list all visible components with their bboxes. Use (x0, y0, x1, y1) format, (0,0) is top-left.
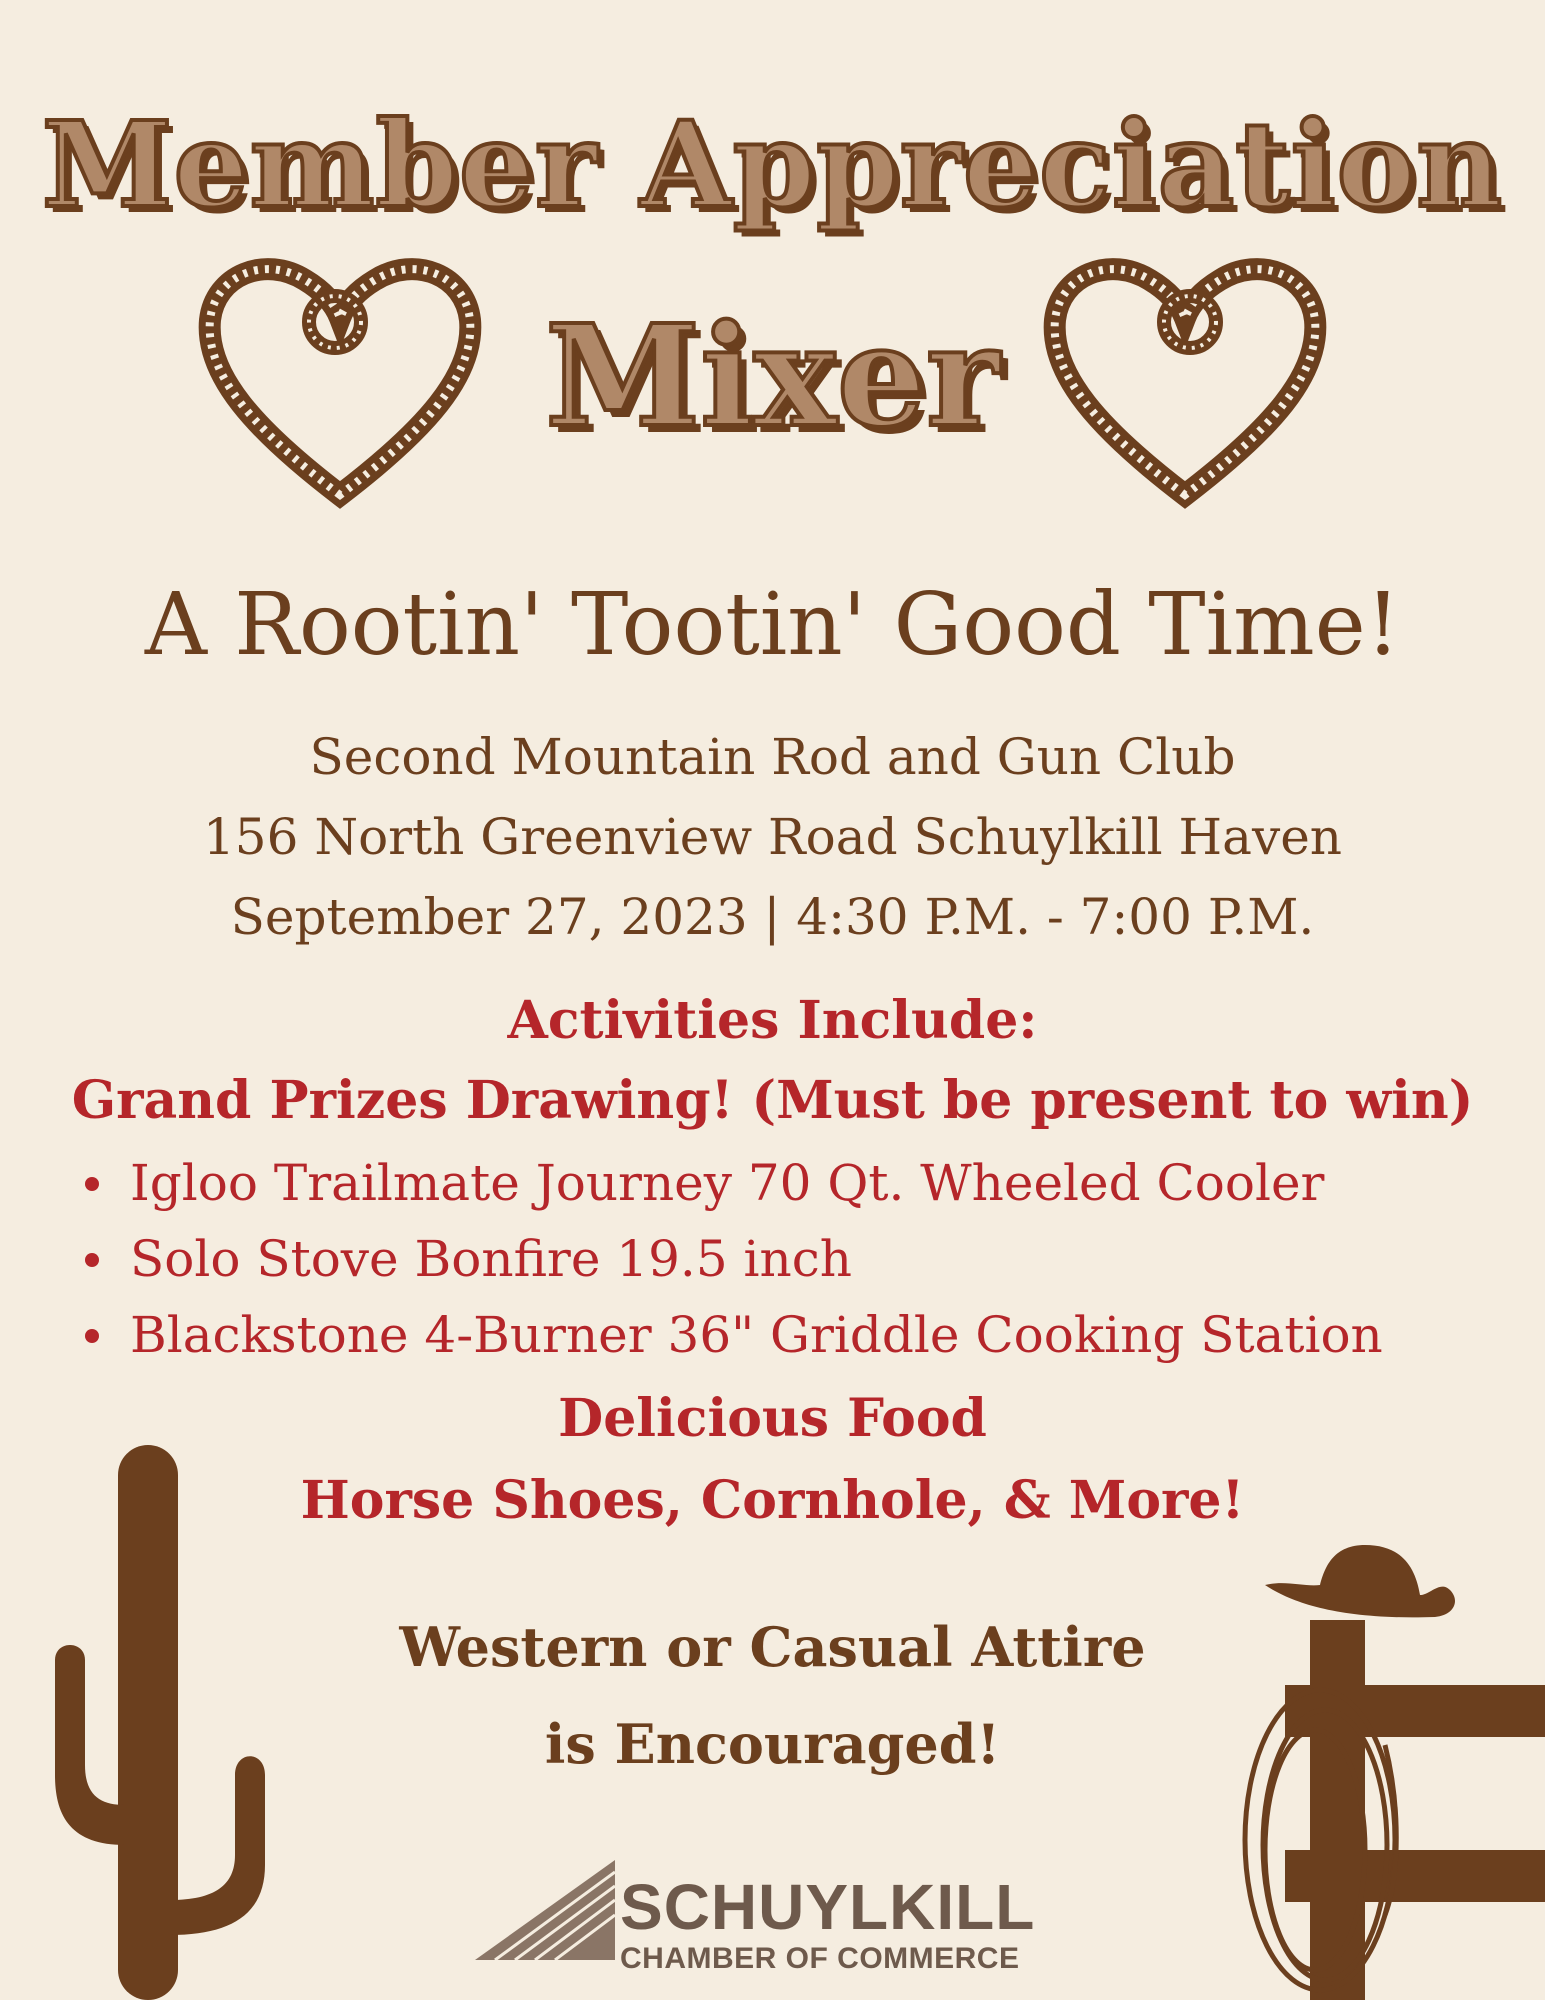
venue-name: Second Mountain Rod and Gun Club (309, 728, 1236, 786)
games-line: Horse Shoes, Cornhole, & More! (300, 1470, 1245, 1531)
logo-name: SCHUYLKILL (620, 1871, 1036, 1943)
rope-heart-right-icon (1040, 250, 1330, 510)
cactus-icon (40, 1445, 340, 2000)
prize-item: Blackstone 4-Burner 36" Griddle Cooking Station (85, 1297, 1383, 1373)
title-line-2: Mixer (545, 295, 1000, 459)
tagline: A Rootin' Tootin' Good Time! (144, 575, 1401, 675)
title-line-1: Member Appreciation (41, 95, 1504, 234)
grand-prizes-heading: Grand Prizes Drawing! (Must be present to win) (71, 1070, 1474, 1131)
prize-item: Igloo Trailmate Journey 70 Qt. Wheeled Cooler (85, 1145, 1383, 1221)
attire-line-2: is Encouraged! (544, 1712, 1001, 1776)
venue-address: 156 North Greenview Road Schuylkill Haven (203, 808, 1342, 866)
cowboy-hat-fence-icon (1225, 1545, 1545, 2000)
logo-subtitle: CHAMBER OF COMMERCE (620, 1942, 1020, 1975)
chamber-logo-icon (475, 1860, 615, 1960)
food-line: Delicious Food (558, 1388, 987, 1449)
attire-line-1: Western or Casual Attire (399, 1615, 1146, 1679)
activities-heading: Activities Include: (507, 990, 1038, 1051)
prize-list (85, 1145, 1383, 1373)
event-datetime: September 27, 2023 | 4:30 P.M. - 7:00 P.M. (230, 888, 1315, 946)
prize-item: Solo Stove Bonfire 19.5 inch (85, 1221, 1383, 1297)
rope-heart-left-icon (195, 250, 485, 510)
